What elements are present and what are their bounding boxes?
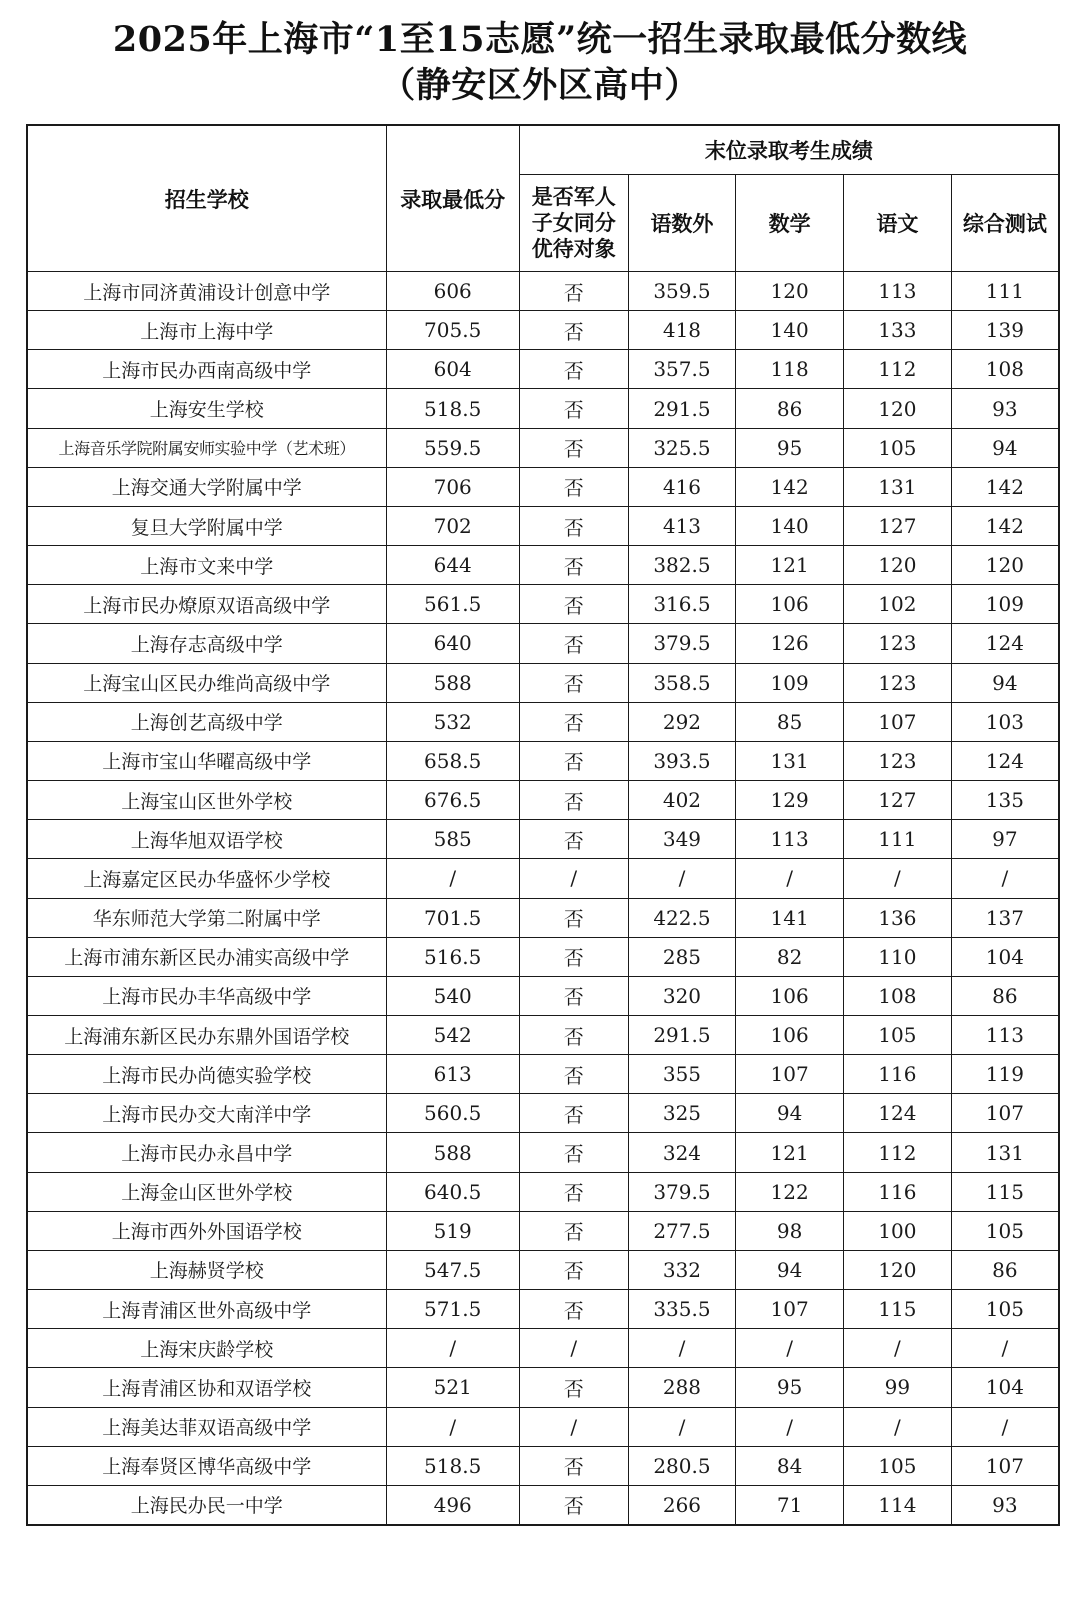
table-row bbox=[27, 820, 1059, 859]
school-cell: 上海市上海中学 bbox=[27, 311, 386, 350]
chinese-cell: / bbox=[844, 859, 952, 898]
chinese-cell: 120 bbox=[844, 1250, 952, 1289]
yushuwai-cell: 357.5 bbox=[628, 350, 736, 389]
math-cell: 142 bbox=[736, 467, 844, 506]
min-score-cell: 606 bbox=[386, 272, 519, 311]
yushuwai-cell: 292 bbox=[628, 702, 736, 741]
yushuwai-cell: 379.5 bbox=[628, 1172, 736, 1211]
math-cell: / bbox=[736, 859, 844, 898]
min-score-cell: / bbox=[386, 1329, 519, 1368]
table-row bbox=[27, 546, 1059, 585]
header-military-family: 是否军人子女同分优待对象 bbox=[519, 175, 628, 272]
military-family-cell: / bbox=[519, 1407, 628, 1446]
comprehensive-cell: 109 bbox=[951, 585, 1059, 624]
math-cell: 109 bbox=[736, 663, 844, 702]
math-cell: 121 bbox=[736, 1133, 844, 1172]
military-family-cell: 否 bbox=[519, 506, 628, 545]
min-score-cell: 496 bbox=[386, 1485, 519, 1525]
chinese-cell: 116 bbox=[844, 1172, 952, 1211]
math-cell: 118 bbox=[736, 350, 844, 389]
header-min-score: 录取最低分 bbox=[386, 125, 519, 272]
min-score-cell: 640.5 bbox=[386, 1172, 519, 1211]
admission-score-table bbox=[26, 124, 1060, 1526]
school-cell: 上海青浦区世外高级中学 bbox=[27, 1290, 386, 1329]
math-cell: 113 bbox=[736, 820, 844, 859]
chinese-cell: 107 bbox=[844, 702, 952, 741]
military-family-cell: 否 bbox=[519, 272, 628, 311]
math-cell: 71 bbox=[736, 1485, 844, 1525]
min-score-cell: 516.5 bbox=[386, 937, 519, 976]
comprehensive-cell: 119 bbox=[951, 1055, 1059, 1094]
school-cell: 上海赫贤学校 bbox=[27, 1250, 386, 1289]
math-cell: 126 bbox=[736, 624, 844, 663]
table-row bbox=[27, 1407, 1059, 1446]
min-score-cell: 658.5 bbox=[386, 741, 519, 780]
chinese-cell: / bbox=[844, 1407, 952, 1446]
math-cell: 140 bbox=[736, 311, 844, 350]
table-row bbox=[27, 389, 1059, 428]
math-cell: 82 bbox=[736, 937, 844, 976]
school-cell: 上海嘉定区民办华盛怀少学校 bbox=[27, 859, 386, 898]
math-cell: / bbox=[736, 1329, 844, 1368]
school-cell: 上海奉贤区博华高级中学 bbox=[27, 1446, 386, 1485]
school-cell: 上海市民办西南高级中学 bbox=[27, 350, 386, 389]
header-comprehensive: 综合测试 bbox=[951, 175, 1059, 272]
school-cell: 上海市民办丰华高级中学 bbox=[27, 976, 386, 1015]
military-family-cell: 否 bbox=[519, 781, 628, 820]
yushuwai-cell: 358.5 bbox=[628, 663, 736, 702]
military-family-cell: 否 bbox=[519, 976, 628, 1015]
military-family-cell: 否 bbox=[519, 1055, 628, 1094]
min-score-cell: / bbox=[386, 859, 519, 898]
school-cell: 上海宋庆龄学校 bbox=[27, 1329, 386, 1368]
military-family-cell: 否 bbox=[519, 663, 628, 702]
chinese-cell: 120 bbox=[844, 389, 952, 428]
table-row bbox=[27, 898, 1059, 937]
school-cell: 上海宝山区世外学校 bbox=[27, 781, 386, 820]
table-row bbox=[27, 1133, 1059, 1172]
min-score-cell: 702 bbox=[386, 506, 519, 545]
school-cell: 上海美达菲双语高级中学 bbox=[27, 1407, 386, 1446]
min-score-cell: 640 bbox=[386, 624, 519, 663]
comprehensive-cell: 120 bbox=[951, 546, 1059, 585]
yushuwai-cell: 416 bbox=[628, 467, 736, 506]
yushuwai-cell: 277.5 bbox=[628, 1211, 736, 1250]
table-row bbox=[27, 1485, 1059, 1525]
chinese-cell: 112 bbox=[844, 1133, 952, 1172]
chinese-cell: 116 bbox=[844, 1055, 952, 1094]
yushuwai-cell: 349 bbox=[628, 820, 736, 859]
yushuwai-cell: / bbox=[628, 859, 736, 898]
table-row bbox=[27, 467, 1059, 506]
yushuwai-cell: 316.5 bbox=[628, 585, 736, 624]
table-row bbox=[27, 937, 1059, 976]
header-math: 数学 bbox=[736, 175, 844, 272]
math-cell: 94 bbox=[736, 1094, 844, 1133]
min-score-cell: 701.5 bbox=[386, 898, 519, 937]
min-score-cell: 644 bbox=[386, 546, 519, 585]
yushuwai-cell: 266 bbox=[628, 1485, 736, 1525]
comprehensive-cell: 124 bbox=[951, 741, 1059, 780]
math-cell: 106 bbox=[736, 976, 844, 1015]
table-row bbox=[27, 272, 1059, 311]
table-row bbox=[27, 1211, 1059, 1250]
yushuwai-cell: 325 bbox=[628, 1094, 736, 1133]
comprehensive-cell: 135 bbox=[951, 781, 1059, 820]
military-family-cell: 否 bbox=[519, 389, 628, 428]
page-subtitle: （静安区外区高中） bbox=[380, 65, 700, 106]
math-cell: 106 bbox=[736, 1015, 844, 1054]
math-cell: 85 bbox=[736, 702, 844, 741]
page-title: 2025年上海市“1至15志愿”统一招生录取最低分数线 bbox=[112, 19, 968, 60]
yushuwai-cell: 355 bbox=[628, 1055, 736, 1094]
comprehensive-cell: / bbox=[951, 859, 1059, 898]
school-cell: 上海市宝山华曜高级中学 bbox=[27, 741, 386, 780]
math-cell: 122 bbox=[736, 1172, 844, 1211]
comprehensive-cell: 115 bbox=[951, 1172, 1059, 1211]
military-family-cell: 否 bbox=[519, 428, 628, 467]
math-cell: 107 bbox=[736, 1055, 844, 1094]
school-cell: 上海市文来中学 bbox=[27, 546, 386, 585]
chinese-cell: 108 bbox=[844, 976, 952, 1015]
comprehensive-cell: 97 bbox=[951, 820, 1059, 859]
math-cell: 106 bbox=[736, 585, 844, 624]
yushuwai-cell: 285 bbox=[628, 937, 736, 976]
yushuwai-cell: 288 bbox=[628, 1368, 736, 1407]
chinese-cell: 114 bbox=[844, 1485, 952, 1525]
table-row bbox=[27, 1290, 1059, 1329]
comprehensive-cell: 131 bbox=[951, 1133, 1059, 1172]
min-score-cell: 521 bbox=[386, 1368, 519, 1407]
school-cell: 上海华旭双语学校 bbox=[27, 820, 386, 859]
yushuwai-cell: 413 bbox=[628, 506, 736, 545]
yushuwai-cell: 359.5 bbox=[628, 272, 736, 311]
military-family-cell: 否 bbox=[519, 1368, 628, 1407]
min-score-cell: 560.5 bbox=[386, 1094, 519, 1133]
military-family-cell: 否 bbox=[519, 1485, 628, 1525]
chinese-cell: 110 bbox=[844, 937, 952, 976]
table-row bbox=[27, 624, 1059, 663]
table-row bbox=[27, 1055, 1059, 1094]
math-cell: 121 bbox=[736, 546, 844, 585]
comprehensive-cell: 94 bbox=[951, 428, 1059, 467]
chinese-cell: 112 bbox=[844, 350, 952, 389]
table-row bbox=[27, 663, 1059, 702]
table-row bbox=[27, 350, 1059, 389]
comprehensive-cell: / bbox=[951, 1329, 1059, 1368]
comprehensive-cell: 107 bbox=[951, 1094, 1059, 1133]
yushuwai-cell: 291.5 bbox=[628, 389, 736, 428]
math-cell: 86 bbox=[736, 389, 844, 428]
school-cell: 上海市民办尚德实验学校 bbox=[27, 1055, 386, 1094]
table-body bbox=[27, 272, 1059, 1526]
min-score-cell: 571.5 bbox=[386, 1290, 519, 1329]
min-score-cell: 604 bbox=[386, 350, 519, 389]
comprehensive-cell: 124 bbox=[951, 624, 1059, 663]
min-score-cell: 561.5 bbox=[386, 585, 519, 624]
math-cell: 84 bbox=[736, 1446, 844, 1485]
military-family-cell: / bbox=[519, 859, 628, 898]
military-family-cell: 否 bbox=[519, 1446, 628, 1485]
school-cell: 上海市民办永昌中学 bbox=[27, 1133, 386, 1172]
min-score-cell: 705.5 bbox=[386, 311, 519, 350]
comprehensive-cell: 113 bbox=[951, 1015, 1059, 1054]
chinese-cell: 124 bbox=[844, 1094, 952, 1133]
header-yushuwai: 语数外 bbox=[628, 175, 736, 272]
school-cell: 上海市民办交大南洋中学 bbox=[27, 1094, 386, 1133]
header-chinese: 语文 bbox=[844, 175, 952, 272]
yushuwai-cell: 379.5 bbox=[628, 624, 736, 663]
yushuwai-cell: 335.5 bbox=[628, 1290, 736, 1329]
military-family-cell: / bbox=[519, 1329, 628, 1368]
yushuwai-cell: 280.5 bbox=[628, 1446, 736, 1485]
table-row bbox=[27, 1368, 1059, 1407]
table-row bbox=[27, 1446, 1059, 1485]
min-score-cell: 613 bbox=[386, 1055, 519, 1094]
min-score-cell: 518.5 bbox=[386, 389, 519, 428]
comprehensive-cell: 103 bbox=[951, 702, 1059, 741]
school-cell: 上海存志高级中学 bbox=[27, 624, 386, 663]
yushuwai-cell: 418 bbox=[628, 311, 736, 350]
school-cell: 上海市民办燎原双语高级中学 bbox=[27, 585, 386, 624]
comprehensive-cell: 139 bbox=[951, 311, 1059, 350]
math-cell: 141 bbox=[736, 898, 844, 937]
military-family-cell: 否 bbox=[519, 820, 628, 859]
chinese-cell: 127 bbox=[844, 506, 952, 545]
comprehensive-cell: 94 bbox=[951, 663, 1059, 702]
yushuwai-cell: 320 bbox=[628, 976, 736, 1015]
table-row bbox=[27, 781, 1059, 820]
yushuwai-cell: 291.5 bbox=[628, 1015, 736, 1054]
chinese-cell: 105 bbox=[844, 428, 952, 467]
chinese-cell: 102 bbox=[844, 585, 952, 624]
table-row bbox=[27, 506, 1059, 545]
school-cell: 上海音乐学院附属安师实验中学（艺术班） bbox=[27, 428, 386, 467]
min-score-cell: 540 bbox=[386, 976, 519, 1015]
header-school: 招生学校 bbox=[27, 125, 386, 272]
yushuwai-cell: / bbox=[628, 1407, 736, 1446]
min-score-cell: 588 bbox=[386, 1133, 519, 1172]
comprehensive-cell: 93 bbox=[951, 389, 1059, 428]
comprehensive-cell: 137 bbox=[951, 898, 1059, 937]
military-family-cell: 否 bbox=[519, 898, 628, 937]
math-cell: 107 bbox=[736, 1290, 844, 1329]
table-row bbox=[27, 1250, 1059, 1289]
military-family-cell: 否 bbox=[519, 1133, 628, 1172]
military-family-cell: 否 bbox=[519, 350, 628, 389]
chinese-cell: 105 bbox=[844, 1015, 952, 1054]
yushuwai-cell: 332 bbox=[628, 1250, 736, 1289]
table-row bbox=[27, 976, 1059, 1015]
military-family-cell: 否 bbox=[519, 624, 628, 663]
table-row bbox=[27, 585, 1059, 624]
yushuwai-cell: 382.5 bbox=[628, 546, 736, 585]
chinese-cell: 123 bbox=[844, 624, 952, 663]
chinese-cell: / bbox=[844, 1329, 952, 1368]
military-family-cell: 否 bbox=[519, 1172, 628, 1211]
min-score-cell: 706 bbox=[386, 467, 519, 506]
school-cell: 上海金山区世外学校 bbox=[27, 1172, 386, 1211]
comprehensive-cell: 86 bbox=[951, 1250, 1059, 1289]
comprehensive-cell: 105 bbox=[951, 1211, 1059, 1250]
table-row bbox=[27, 741, 1059, 780]
yushuwai-cell: 324 bbox=[628, 1133, 736, 1172]
table-row bbox=[27, 428, 1059, 467]
chinese-cell: 120 bbox=[844, 546, 952, 585]
math-cell: 95 bbox=[736, 428, 844, 467]
military-family-cell: 否 bbox=[519, 741, 628, 780]
math-cell: 131 bbox=[736, 741, 844, 780]
table-row bbox=[27, 859, 1059, 898]
table-row bbox=[27, 1015, 1059, 1054]
min-score-cell: 519 bbox=[386, 1211, 519, 1250]
military-family-cell: 否 bbox=[519, 1211, 628, 1250]
chinese-cell: 113 bbox=[844, 272, 952, 311]
min-score-cell: 585 bbox=[386, 820, 519, 859]
school-cell: 上海青浦区协和双语学校 bbox=[27, 1368, 386, 1407]
table-row bbox=[27, 702, 1059, 741]
math-cell: 98 bbox=[736, 1211, 844, 1250]
military-family-cell: 否 bbox=[519, 1290, 628, 1329]
school-cell: 上海民办民一中学 bbox=[27, 1485, 386, 1525]
chinese-cell: 127 bbox=[844, 781, 952, 820]
military-family-cell: 否 bbox=[519, 1015, 628, 1054]
math-cell: 94 bbox=[736, 1250, 844, 1289]
comprehensive-cell: 86 bbox=[951, 976, 1059, 1015]
min-score-cell: 547.5 bbox=[386, 1250, 519, 1289]
school-cell: 上海市浦东新区民办浦实高级中学 bbox=[27, 937, 386, 976]
table-row bbox=[27, 1094, 1059, 1133]
min-score-cell: / bbox=[386, 1407, 519, 1446]
min-score-cell: 559.5 bbox=[386, 428, 519, 467]
table-row bbox=[27, 1329, 1059, 1368]
yushuwai-cell: 402 bbox=[628, 781, 736, 820]
table-row bbox=[27, 1172, 1059, 1211]
school-cell: 上海浦东新区民办东鼎外国语学校 bbox=[27, 1015, 386, 1054]
min-score-cell: 588 bbox=[386, 663, 519, 702]
comprehensive-cell: 105 bbox=[951, 1290, 1059, 1329]
min-score-cell: 532 bbox=[386, 702, 519, 741]
chinese-cell: 136 bbox=[844, 898, 952, 937]
school-cell: 复旦大学附属中学 bbox=[27, 506, 386, 545]
min-score-cell: 542 bbox=[386, 1015, 519, 1054]
military-family-cell: 否 bbox=[519, 702, 628, 741]
yushuwai-cell: / bbox=[628, 1329, 736, 1368]
comprehensive-cell: 104 bbox=[951, 1368, 1059, 1407]
school-cell: 上海市西外外国语学校 bbox=[27, 1211, 386, 1250]
min-score-cell: 676.5 bbox=[386, 781, 519, 820]
min-score-cell: 518.5 bbox=[386, 1446, 519, 1485]
chinese-cell: 123 bbox=[844, 663, 952, 702]
military-family-cell: 否 bbox=[519, 546, 628, 585]
comprehensive-cell: 104 bbox=[951, 937, 1059, 976]
comprehensive-cell: 107 bbox=[951, 1446, 1059, 1485]
chinese-cell: 99 bbox=[844, 1368, 952, 1407]
comprehensive-cell: / bbox=[951, 1407, 1059, 1446]
chinese-cell: 100 bbox=[844, 1211, 952, 1250]
yushuwai-cell: 325.5 bbox=[628, 428, 736, 467]
math-cell: 129 bbox=[736, 781, 844, 820]
military-family-cell: 否 bbox=[519, 467, 628, 506]
header-last-admitted-scores: 末位录取考生成绩 bbox=[519, 125, 1059, 175]
military-family-cell: 否 bbox=[519, 311, 628, 350]
chinese-cell: 105 bbox=[844, 1446, 952, 1485]
yushuwai-cell: 422.5 bbox=[628, 898, 736, 937]
comprehensive-cell: 142 bbox=[951, 467, 1059, 506]
math-cell: 95 bbox=[736, 1368, 844, 1407]
school-cell: 上海创艺高级中学 bbox=[27, 702, 386, 741]
school-cell: 上海市同济黄浦设计创意中学 bbox=[27, 272, 386, 311]
comprehensive-cell: 142 bbox=[951, 506, 1059, 545]
math-cell: 140 bbox=[736, 506, 844, 545]
math-cell: 120 bbox=[736, 272, 844, 311]
military-family-cell: 否 bbox=[519, 585, 628, 624]
chinese-cell: 115 bbox=[844, 1290, 952, 1329]
chinese-cell: 133 bbox=[844, 311, 952, 350]
school-cell: 华东师范大学第二附属中学 bbox=[27, 898, 386, 937]
yushuwai-cell: 393.5 bbox=[628, 741, 736, 780]
school-cell: 上海交通大学附属中学 bbox=[27, 467, 386, 506]
chinese-cell: 131 bbox=[844, 467, 952, 506]
chinese-cell: 111 bbox=[844, 820, 952, 859]
math-cell: / bbox=[736, 1407, 844, 1446]
school-cell: 上海宝山区民办维尚高级中学 bbox=[27, 663, 386, 702]
comprehensive-cell: 108 bbox=[951, 350, 1059, 389]
table-row bbox=[27, 311, 1059, 350]
military-family-cell: 否 bbox=[519, 937, 628, 976]
school-cell: 上海安生学校 bbox=[27, 389, 386, 428]
comprehensive-cell: 93 bbox=[951, 1485, 1059, 1525]
military-family-cell: 否 bbox=[519, 1094, 628, 1133]
comprehensive-cell: 111 bbox=[951, 272, 1059, 311]
chinese-cell: 123 bbox=[844, 741, 952, 780]
military-family-cell: 否 bbox=[519, 1250, 628, 1289]
